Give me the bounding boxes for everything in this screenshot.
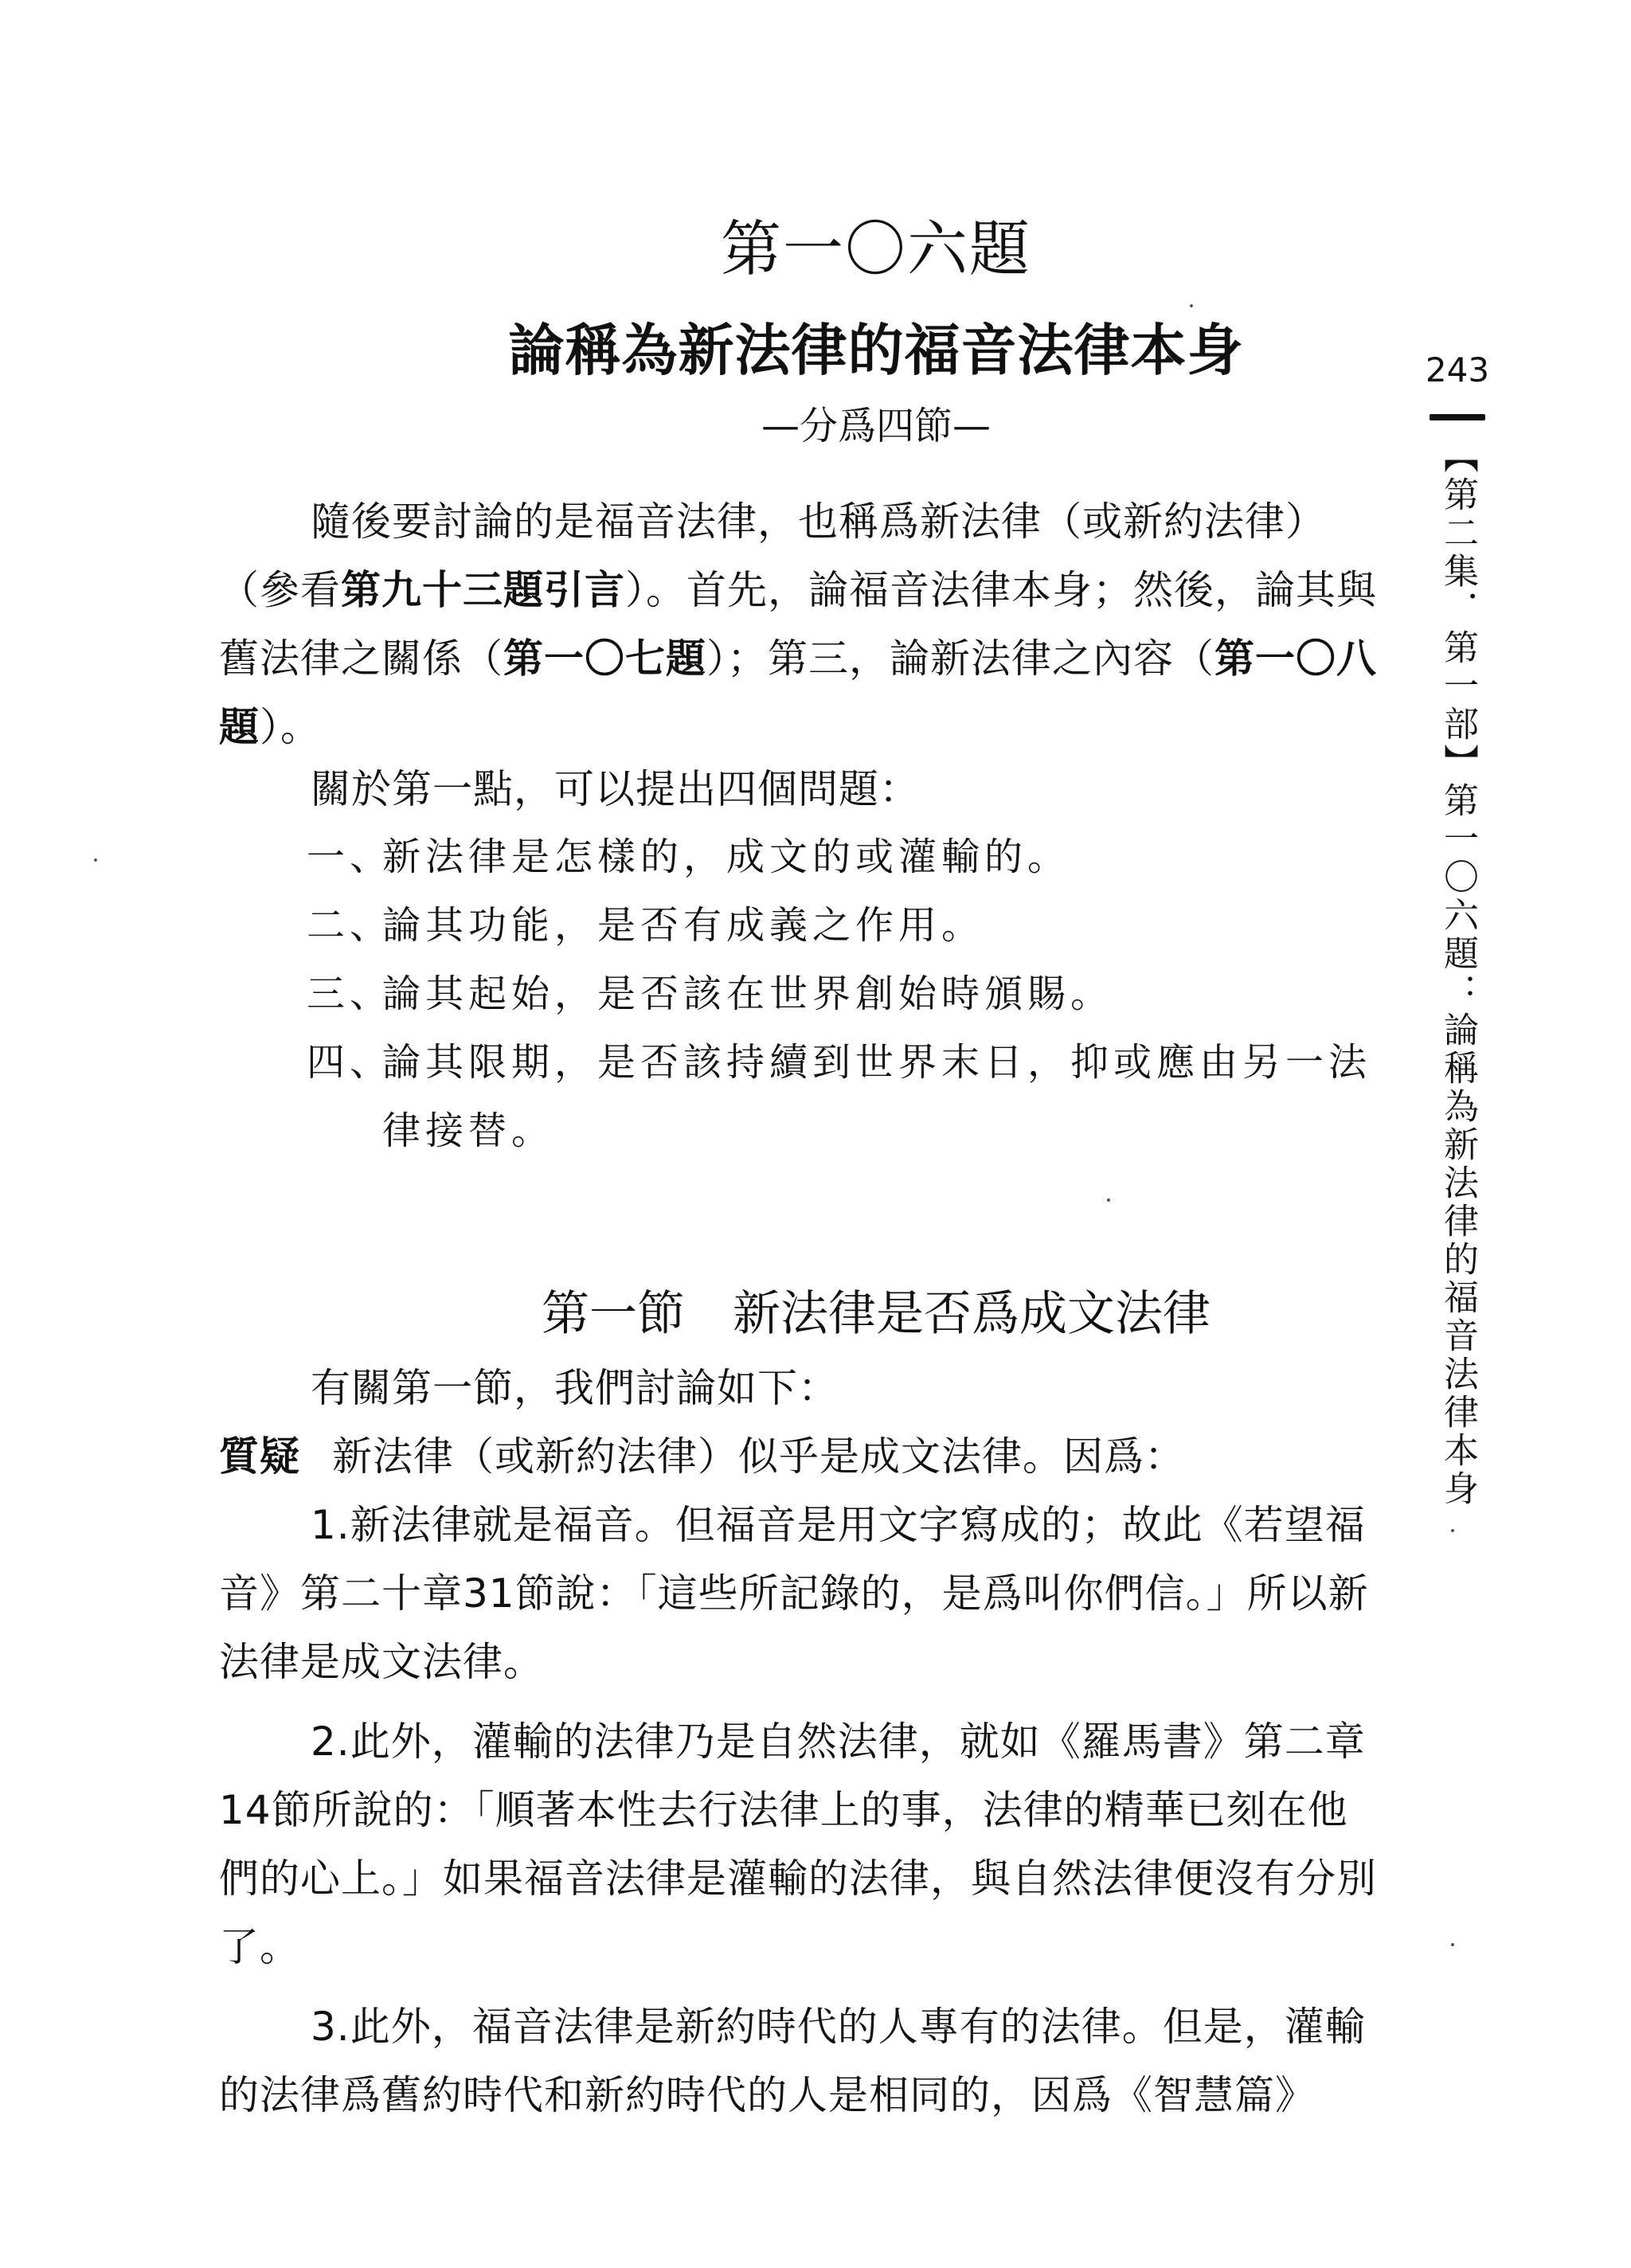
- list-text: 論其限期，是否該持續到世界末日，抑或應由另一法: [382, 1040, 1372, 1085]
- cross-reference: 第一〇七題: [503, 635, 706, 682]
- scan-speck: [1451, 1529, 1454, 1532]
- objection-text: 新法律（或新約法律）似乎是成文法律。因爲：: [332, 1433, 1185, 1480]
- list-number: 一、: [307, 835, 393, 879]
- section-heading: [0, 1282, 1631, 1346]
- argument-3: 3.此外，福音法律是新約時代的人專有的法律。但是，灌輸的法律爲舊約時代和新約時代的人是相同的，因爲《智慧篇》: [219, 2004, 1366, 2118]
- scan-speck: [1107, 1199, 1110, 1202]
- list-item: [307, 823, 1390, 891]
- list-item: [307, 1028, 1390, 1097]
- question-list: [307, 823, 1390, 1165]
- argument-2: 2.此外，灌輸的法律乃是自然法律，就如《羅馬書》第二章14節所說的：「順著本性去行法律上的事，法律的精華已刻在他們的心上。」如果福音法律是灌輸的法律，與自然法律便沒有分別了。: [219, 1719, 1377, 1970]
- list-item: [307, 960, 1390, 1028]
- argument-1: 1.新法律就是福音。但福音是用文字寫成的；故此《若望福音》第二十章31節說：「這些所記錄的，是爲叫你們信。」所以新法律是成文法律。: [219, 1502, 1369, 1685]
- list-item-continuation: 律接替。: [382, 1109, 555, 1153]
- intro-text-d: ）。: [260, 704, 321, 750]
- list-item: [307, 891, 1390, 960]
- objection-label: 質疑: [219, 1433, 300, 1480]
- header-rule: [1430, 414, 1485, 420]
- cross-reference: 第九十三題引言: [341, 567, 625, 613]
- questions-lead: 關於第一點，可以提出四個問題：: [311, 766, 920, 812]
- chapter-subtitle: —分爲四節—: [761, 404, 991, 448]
- section-lead: 有關第一節，我們討論如下：: [311, 1365, 839, 1411]
- running-header: [1410, 350, 1505, 1553]
- scripture-quote: 「順著本性去行法律上的事，法律的精華已刻在他們的心上。」: [219, 1787, 1348, 1902]
- scan-speck: [94, 858, 97, 862]
- list-text: 論其功能，是否有成義之作用。: [382, 903, 985, 948]
- intro-text-b: ）。首先，論福音法律本身；然後，論其與舊法律之關係（: [219, 567, 1377, 682]
- page-number: 243: [1425, 350, 1490, 389]
- cross-reference: 第一〇八題: [219, 635, 1377, 750]
- list-number: 四、: [307, 1040, 393, 1085]
- list-text: 新法律是怎樣的，成文的或灌輸的。: [382, 835, 1071, 879]
- scan-speck: [1451, 1943, 1454, 1946]
- chapter-number: 第一〇六題: [721, 213, 1031, 284]
- intro-paragraph: [219, 487, 1382, 761]
- intro-text-c: ）；第三，論新法律之內容（: [706, 635, 1214, 682]
- scan-speck: [1190, 304, 1193, 307]
- section-number: 第一節: [542, 1286, 685, 1342]
- list-number: 三、: [307, 972, 393, 1016]
- section-title: 新法律是否爲成文法律: [733, 1286, 1211, 1342]
- list-number: 二、: [307, 903, 393, 948]
- intro-text-a: 隨後要討論的是福音法律，也稱爲新法律（或新約法律）（參看: [219, 499, 1326, 613]
- scripture-quote: 「這些所記錄的，是爲叫你們信。」: [636, 1570, 1247, 1617]
- argument-list: [219, 1491, 1382, 2129]
- list-text: 論其起始，是否該在世界創始時頒賜。: [382, 972, 1114, 1016]
- running-title: 【第二集．第一部】第一〇六題：論稱為新法律的福音法律本身: [1437, 438, 1478, 1508]
- chapter-title: 論稱為新法律的福音法律本身: [508, 318, 1244, 383]
- objection: [219, 1422, 1382, 1491]
